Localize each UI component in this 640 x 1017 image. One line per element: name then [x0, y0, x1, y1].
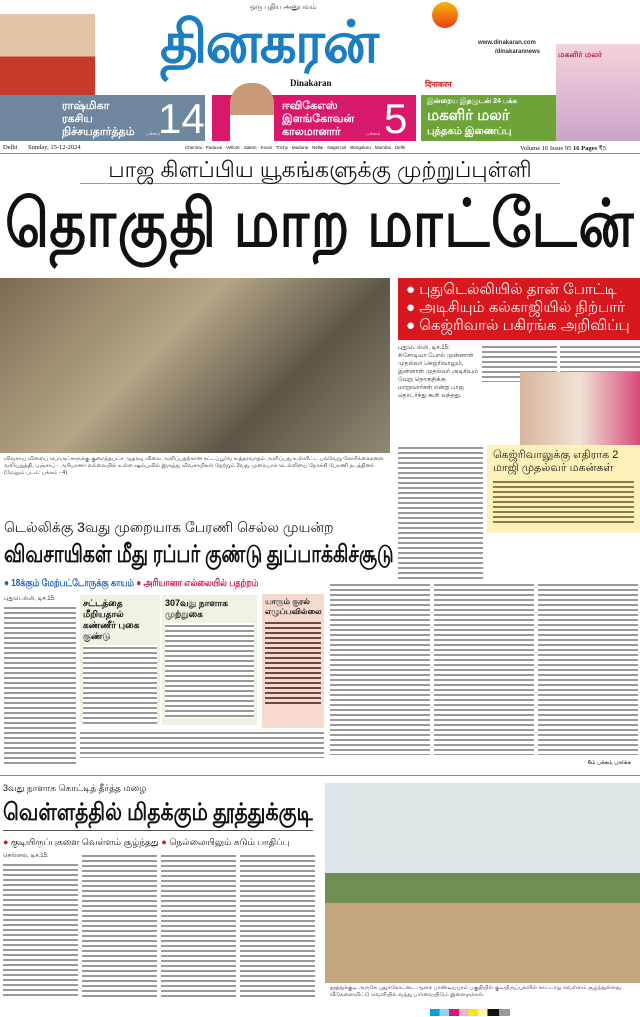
third-kicker: 3வது நாளாக கொட்டித் தீர்த்த மழை: [3, 783, 147, 793]
flood-photo-caption: தூத்துக்குடி அருகே புதுக்கோட்டை ஆசை பாண்டியபுரம் பகுதியில் குடியிருப்புகளில் காட்டாறு வெள்ளம் சூழ்ந்துள்ளது. வீடுகளைவிட்டு வெளியில் வந்து பார்வையிடும் இளைஞர்கள்.: [330, 985, 623, 998]
date: Sunday, 15-12-2024: [28, 144, 81, 151]
promo-rashmika[interactable]: ராஷ்மிகா ரகசிய நிச்சயதார்த்தம் 14 பக்கம்: [0, 95, 205, 141]
dateline: [0, 144, 640, 154]
second-headline[interactable]: விவசாயிகள் மீது ரப்பர் குண்டு துப்பாக்கிச்சூடு: [4, 542, 394, 568]
flood-photo: [325, 783, 640, 983]
tagline: ஒரு புதிய அனுபவம்: [250, 4, 317, 11]
second-bullets: ● 18க்கும் மேற்பட்டோருக்கு காயம் ● அரியானா எல்லையில் பதற்றம்: [4, 578, 259, 589]
price: ₹5: [598, 145, 606, 152]
box-307-days[interactable]: 307வது நாளாக முற்றுகை: [162, 595, 257, 725]
hindi-name: दिनाकरन: [425, 80, 452, 89]
city: Delhi: [3, 144, 18, 151]
third-bullets: ● குடியிருப்புகளை வெள்ளம் சூழ்ந்தது ● நெல்லையிலும் கடும் பாதிப்பு: [3, 837, 290, 847]
box-tear-gas[interactable]: சட்டத்தை மீறியதால் கண்ணீர் புகை குண்டு: [80, 595, 160, 725]
website[interactable]: www.dinakaran.com: [478, 40, 536, 46]
farmers-protest-photo: [0, 278, 390, 453]
evks-photo: [230, 83, 274, 141]
lead-kicker: பாஜ கிளப்பிய யூகங்களுக்கு முற்றுப்புள்ளி: [108, 157, 532, 182]
magazine-cover: [556, 44, 640, 141]
volume: Volume 16: [520, 145, 549, 152]
pages: 16 Pages: [572, 145, 597, 152]
magazine-cover-title: மகளிர் மலர்: [558, 50, 603, 59]
issue: Issue 95: [549, 145, 572, 152]
editions: Chennai · Puduvai · Vellore · Salem · Kovai · Trichy · Madurai · Nellai · Nagercoil · Bengaluru · Mumbai · Delhi: [185, 145, 406, 150]
logo[interactable]: தினகரன்: [160, 10, 378, 75]
second-body[interactable]: புதுடெல்லி, டிச.15:: [4, 596, 56, 602]
promo-evks[interactable]: ஈவிகேஎஸ் இளங்கோவன் காலமானார் 5 பக்கம்: [212, 95, 416, 141]
kejriwal-atishi-photo: [520, 372, 640, 445]
third-body[interactable]: நெல்லை, டிச.15:: [3, 853, 49, 859]
second-kicker: டெல்லிக்கு 3வது முறையாக பேரணி செல்ல முயன்ற: [4, 519, 334, 535]
lead-body[interactable]: புதுடெல்லி, டிச.15: சிசோடியா போல் முன்னாள் முதல்வர் கெஜ்ரிவாலும், இன்னாள் முதல்வர் அடிசியும் வேறு தொகுதிக்கு மாறுவார்கள் என்று பாஜ தொடர்ந்து கூறி வந்தது.: [398, 345, 478, 399]
social-handle[interactable]: /dinakarannews: [495, 49, 541, 55]
third-headline[interactable]: வெள்ளத்தில் மிதக்கும் தூத்துக்குடி: [3, 800, 313, 826]
lead-headline[interactable]: தொகுதி மாற மாட்டேன்: [4, 188, 636, 261]
lead-bullets: ● புதுடெல்லியில் தான் போட்டி ● அடிசியும் கல்காஜியில் நிற்பார் ● கெஜ்ரிவால் பகிரங்க அறிவிப்பு: [398, 278, 640, 340]
sun-logo-icon: [432, 2, 458, 28]
continued-link[interactable]: 6ம் பக்கம் பார்க்க: [588, 760, 631, 766]
logo-english: Dinakaran: [290, 78, 332, 88]
photo-caption: விவசாய விளைப் பொருட்களுக்கு குறைந்தபட்ச ஆதரவு விலை அளிப்பதற்கான சட்டப்பூர்வ உத்தரவாதம் அளிப்பது உள்ளிட்ட பல்வேறு கோரிக்கைகளை வலியுறுத்தி, பஞ்சாப் - அரியானா எல்லையில் உள்ள ஷம்புவில் இருந்து விவசாயிகள் நேற்றும் 3வது முறையாக டெல்லியை நோக்கி பேரணி நடத்தினர். (மேலும் படம்: பக்கம் - 4).: [4, 456, 384, 476]
promo-magalir-malar[interactable]: இன்றைய இதழுடன் 24 பக்க மகளிர் மலர் புத்தகம் இணைப்பு: [421, 95, 556, 141]
box-no-voice[interactable]: யாரும் குரல் எழுப்பவில்லை: [262, 594, 324, 728]
registration-marks: [430, 1009, 510, 1016]
lead-box[interactable]: கெஜ்ரிவாலுக்கு எதிராக 2 மாஜி முதல்வர் மகன்கள்: [487, 445, 640, 533]
